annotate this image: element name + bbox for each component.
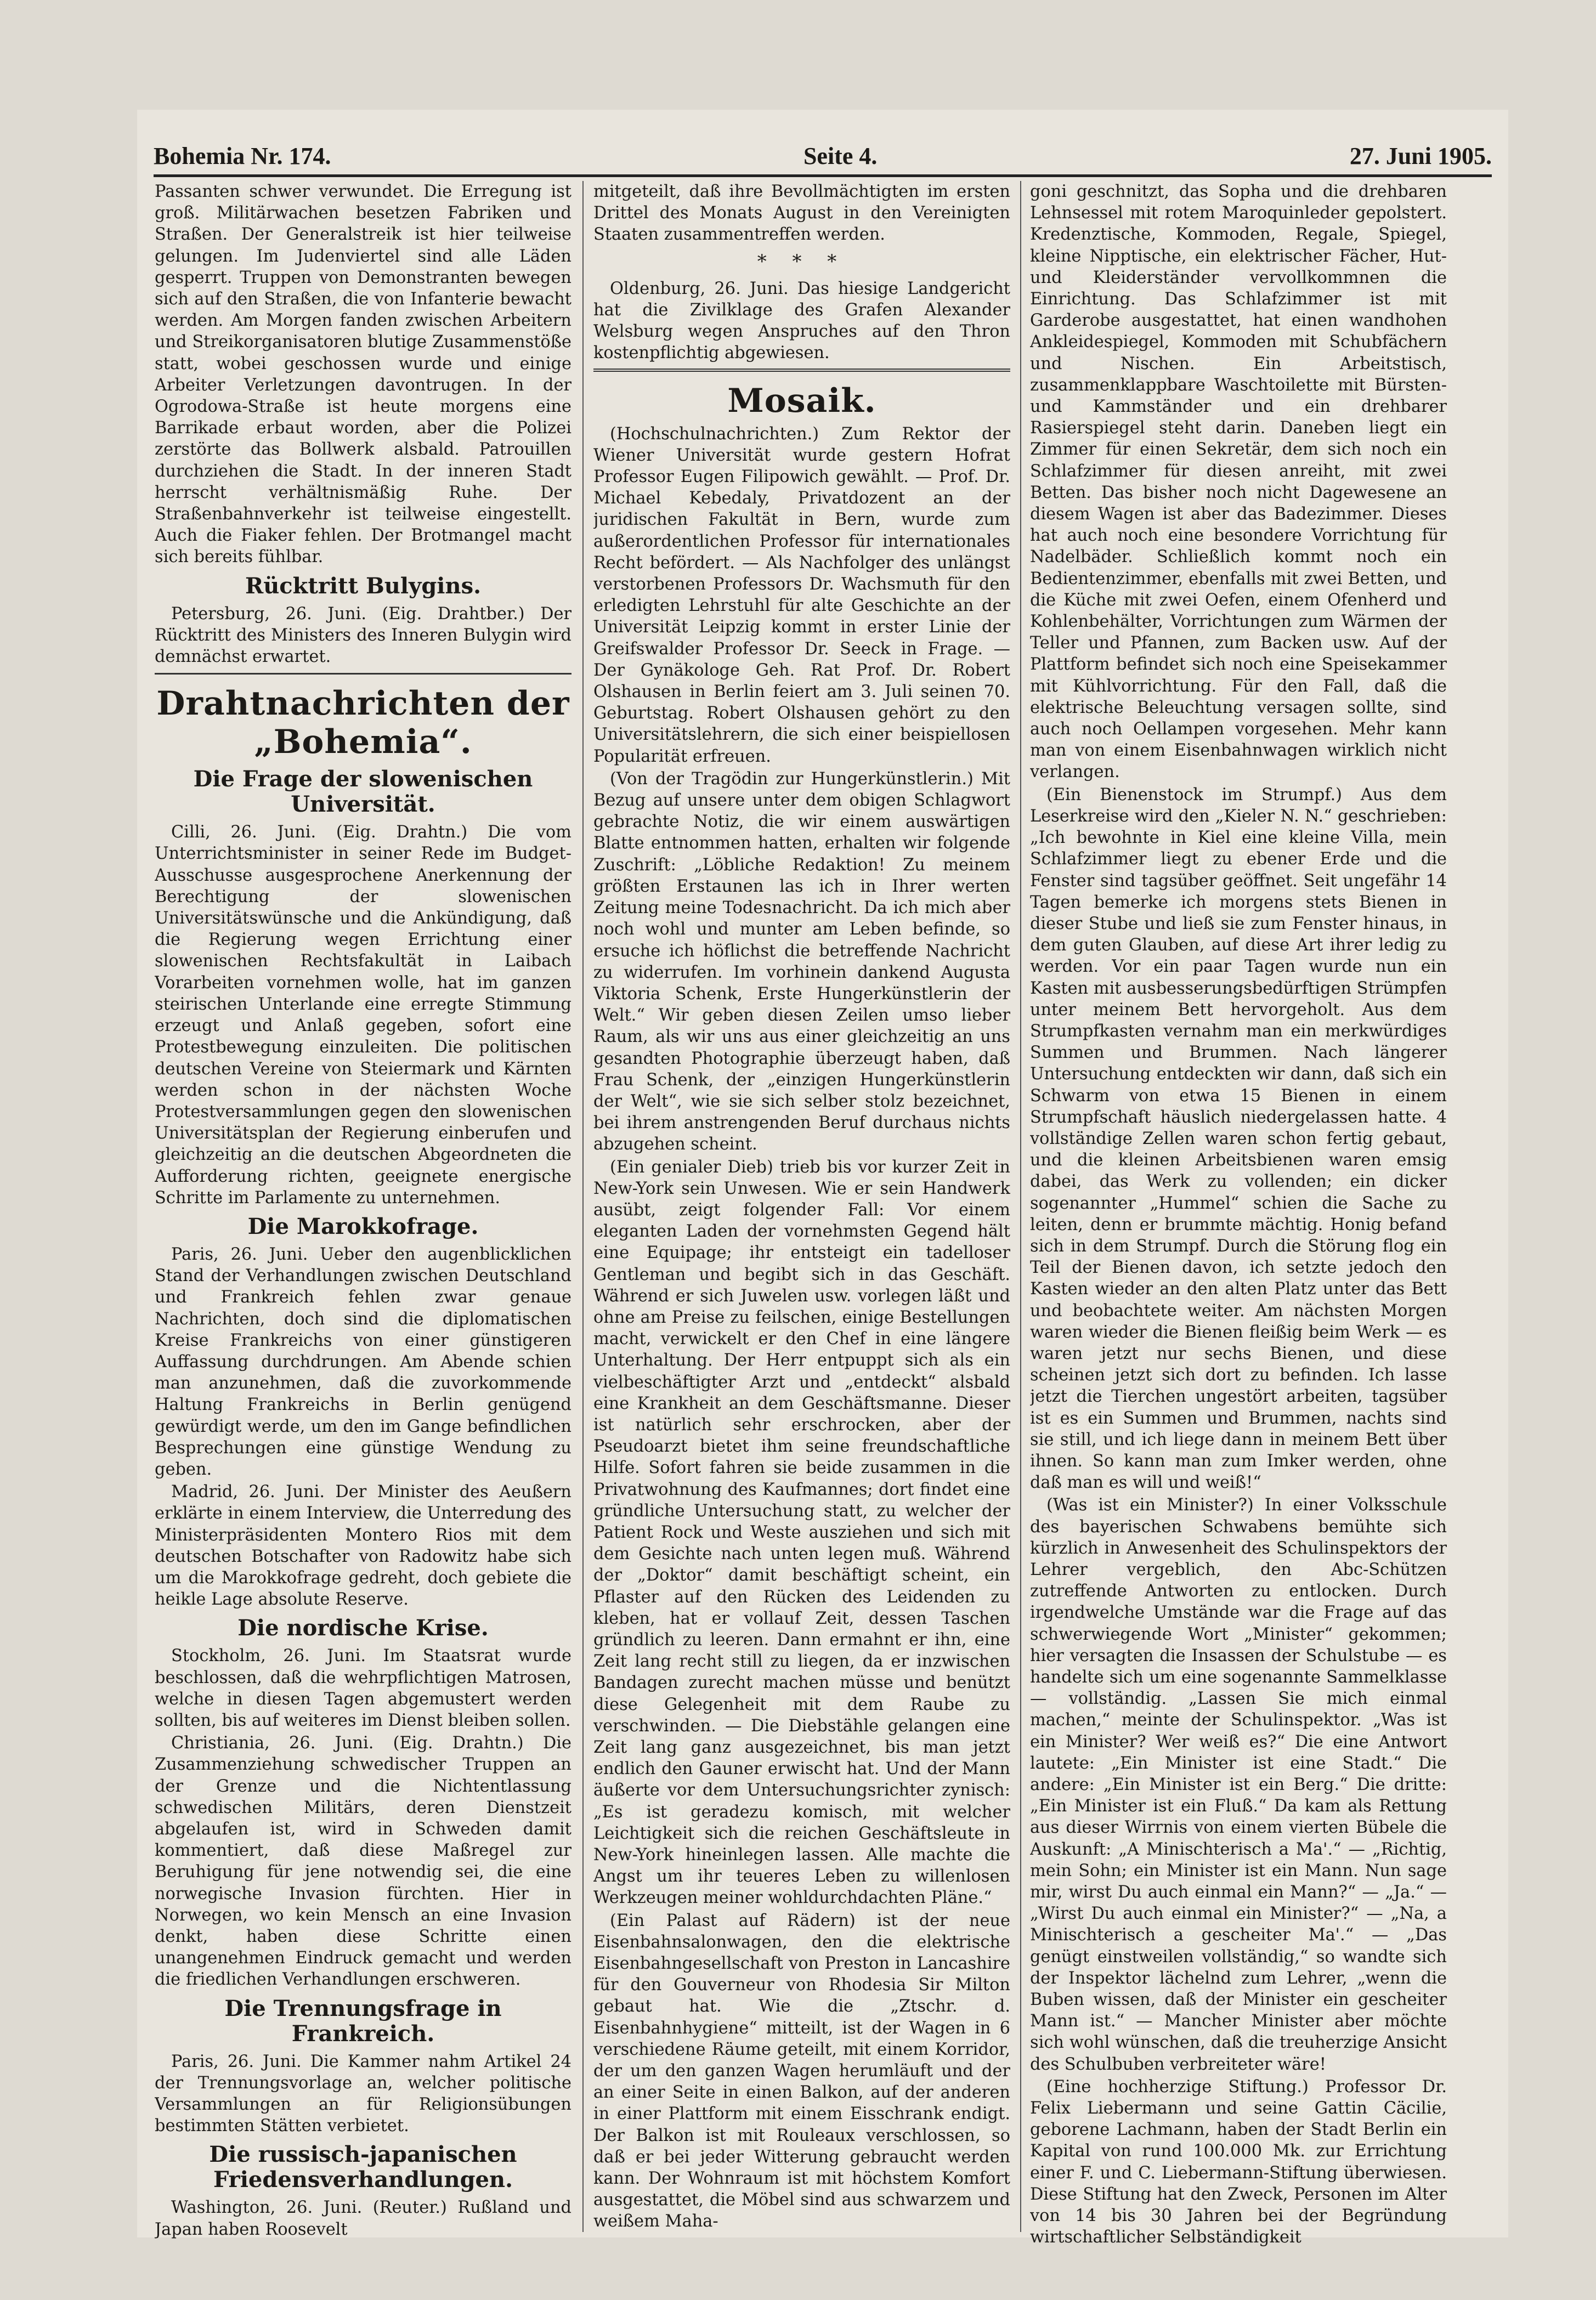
column-1 [155, 181, 571, 2241]
header-issue: Bohemia Nr. 174. [154, 143, 331, 169]
article-paragraph: Washington, 26. Juni. (Reuter.) Rußland und Japan haben Roosevelt [155, 2198, 571, 2239]
section-heading: Die russisch-japanischen Friedensverhandlungen. [209, 2142, 517, 2193]
header-date: 27. Juni 1905. [1349, 143, 1492, 169]
article-paragraph: (Ein Bienenstock im Strumpf.) Aus dem Leserkreise wird den „Kieler N. N.“ geschrieben: „Ich bewohnte in Kiel eine kleine Villa, mein Schlafzimmer liegt zu ebener Erde und die Fenster sind tagsüber geöffnet. Seit ungefähr 14 Tagen bemerke ich morgens stets Bienen in dieser Stube und ließ sie zum Fenster hinaus, in dem guten Glauben, auf diese Art ihrer ledig zu werden. Vor ein paar Tagen wurde nun ein Kasten mit ausbesserungsbedürftigen Strümpfen unter meinem Bett hervorgeholt. Aus dem Strumpfkasten vernahm man ein merkwürdiges Summen und Brummen. Nach längerer Untersuchung entdeckten wir dann, daß sich ein Schwarm von etwa 15 Bienen in einem Strumpfschaft häuslich niedergelassen hatte. 4 vollständige Zellen waren schon fertig gebaut, und die kleinen Arbeitsbienen waren emsig dabei, das Werk zu vollenden; ein dicker sogenannter „Hummel“ schien die Sache zu leiten, denn er brummte mächtig. Honig befand sich in dem Strumpf. Durch die Störung flog ein Teil der Bienen davon, ich setzte jedoch den Kasten wieder an den alten Platz unter das Bett und beobachtete weiter. Am nächsten Morgen waren wieder die Bienen fleißig beim Werk — es waren jetzt nur sechs Bienen, und diese scheinen jetzt sich dort zu befinden. Ich lasse jetzt die Tierchen ungestört arbeiten, tagsüber ist es ein Summen und Brummen, nachts sind sie still, und ich liege dann in meinem Bett über ihnen. So kann man zum Imker werden, ohne daß man es will und weiß!“ [1030, 785, 1447, 1493]
article-paragraph: (Eine hochherzige Stiftung.) Professor Dr. Felix Liebermann und seine Gattin Cäcilie, geborene Lachmann, haben der Stadt Berlin ein Kapital von rund 100.000 Mk. zur Errichtung einer F. und C. Liebermann-Stiftung überwiesen. Diese Stiftung hat den Zweck, Personen im Alter von 14 bis 30 Jahren bei der Begründung wirtschaftlicher Selbständigkeit [1030, 2077, 1447, 2247]
article-paragraph: (Hochschulnachrichten.) Zum Rektor der Wiener Universität wurde gestern Hofrat Professor Eugen Filipowich gewählt. — Prof. Dr. Michael Kebedaly, Privatdozent an der juridischen Fakultät in Bern, wurde zum außerordentlichen Professor für internationales Recht befördert. — Als Nachfolger des unlängst verstorbenen Professors Dr. Wachsmuth für den erledigten Lehrstuhl für alte Geschichte an der Universität Leipzig kommt in erster Linie der Greifswalder Professor Dr. Seeck in Frage. — Der Gynäkologe Geh. Rat Prof. Dr. Robert Olshausen in Berlin feiert am 3. Juli seinen 70. Geburtstag. Robert Olshausen gehört zu den Universitätslehrern, die sich einer beispiellosen Popularität erfreuen. [593, 424, 1010, 766]
section-heading: Die Frage der slowenischen Universität. [193, 766, 533, 818]
article-paragraph: (Was ist ein Minister?) In einer Volksschule des bayerischen Schwabens bemühte sich kürzlich in Anwesenheit des Schulinspektors der Lehrer vergeblich, den Abc-Schützen zutreffende Antworten zu entlocken. Durch irgendwelche Umstände war die Frage auf das schwerwiegende Wort „Minister“ gekommen; hier versagten die Insassen der Schulstube — es handelte sich um eine sogenannte Sammelklasse — vollständig. „Lassen Sie mich einmal machen,“ meinte der Schulinspektor. „Was ist ein Minister? Wer weiß es?“ Die eine Antwort lautete: „Ein Minister ist eine Stadt.“ Die andere: „Ein Minister ist ein Berg.“ Die dritte: „Ein Minister ist ein Fluß.“ Da kam als Rettung aus dieser Wirrnis von einem vierten Bübele die Auskunft: „A Minischterisch a Ma'.“ — „Richtig, mein Sohn; ein Minister ist ein Mann. Nun sage mir, wirst Du auch einmal ein Mann?“ — „Ja.“ — „Wirst Du auch einmal ein Minister?“ — „Na, a Minischterisch a gescheiter Ma'.“ — „Das genügt einstweilen vollständig,“ so wandte sich der Inspektor lächelnd zum Lehrer, „wenn die Buben wissen, daß der Minister ein gescheiter Mann ist.“ — Mancher Minister aber möchte sich wohl wünschen, daß die treuherzige Ansicht des Schulbuben verbreiteter wäre! [1030, 1495, 1447, 2074]
section-heading: Die Marokkofrage. [247, 1213, 479, 1239]
article-paragraph: mitgeteilt, daß ihre Bevollmächtigten im ersten Drittel des Monats August in den Vereinigten Staaten zusammentreffen werden. [593, 182, 1010, 245]
newspaper-page [137, 110, 1508, 2247]
article-paragraph: Madrid, 26. Juni. Der Minister des Aeußern erklärte in einem Interview, die Unterredung des Ministerpräsidenten Montero Rios mit dem deutschen Botschafter von Radowitz habe sich um die Marokkofrage gedreht, doch gebiete die heikle Lage absolute Reserve. [155, 1482, 571, 1610]
article-paragraph: Stockholm, 26. Juni. Im Staatsrat wurde beschlossen, daß die wehrpflichtigen Matrosen, welche in diesen Tagen abgemustert werden sollten, bis auf weiteres im Dienst bleiben sollen. [155, 1646, 571, 1730]
separator-stars: * * * [757, 250, 847, 273]
article-paragraph: Paris, 26. Juni. Die Kammer nahm Artikel 24 der Trennungsvorlage an, welcher politische Versammlungen an für Religionsübungen bestimmten Stätten verbietet. [155, 2052, 571, 2136]
article-paragraph: Cilli, 26. Juni. (Eig. Drahtn.) Die vom Unterrichtsminister in seiner Rede im Budget-Ausschusse ausgesprochene Anerkennung der Berechtigung der slowenischen Universitätswünsche und die Ankündigung, daß die Regierung wegen Errichtung einer slowenischen Rechtsfakultät in Laibach Vorarbeiten vornehmen wolle, hat im ganzen steirischen Unterlande eine erregte Stimmung erzeugt und Anlaß gegeben, sofort eine Protestbewegung einzuleiten. Die politischen deutschen Vereine von Steiermark und Kärnten werden schon in der nächsten Woche Protestversammlungen gegen den slowenischen Universitätsplan der Regierung einberufen und gleichzeitig an die deutschen Abgeordneten die Aufforderung richten, geeignete energische Schritte im Parlamente zu unternehmen. [155, 823, 571, 1208]
section-rule [593, 369, 1010, 372]
article-paragraph: Oldenburg, 26. Juni. Das hiesige Landgericht hat die Zivilklage des Grafen Alexander Welsburg wegen Anspruches auf den Thron kostenpflichtig abgewiesen. [593, 279, 1010, 363]
section-heading: Die nordische Krise. [237, 1615, 489, 1641]
section-heading: Die Trennungsfrage in Frankreich. [224, 1995, 502, 2047]
article-paragraph: (Ein genialer Dieb) trieb bis vor kurzer Zeit in New-York sein Unwesen. Wie er sein Handwerk ausübt, zeigt folgender Fall: Vor einem eleganten Laden der vornehmsten Gegend hält eine Equipage; ihr entsteigt ein tadelloser Gentleman und begibt sich in das Geschäft. Während er sich Juwelen usw. vorlegen läßt und ohne am Preise zu feilschen, einige Bestellungen macht, verwickelt er den Chef in eine längere Unterhaltung. Der Herr entpuppt sich als ein vielbeschäftigter Arzt und „entdeckt“ alsbald eine Krankheit an dem Geschäftsmanne. Dieser ist natürlich sehr erschrocken, aber der Pseudoarzt bietet ihm seine freundschaftliche Hilfe. Sofort fahren sie beide zusammen in die Privatwohnung des Kaufmannes; dort findet eine gründliche Untersuchung statt, zu welcher der Patient Rock und Weste ausziehen und sich mit dem Gesichte nach unten legen muß. Während der „Doktor“ damit beschäftigt scheint, ein Pflaster auf den Rücken des Leidenden zu kleben, hat er vollauf Zeit, dessen Taschen gründlich zu leeren. Dann ermahnt er ihn, eine Zeit lang recht still zu liegen, da er inzwischen Bandagen zurecht machen müsse und benützt diese Gelegenheit mit dem Raube zu verschwinden. — Die Diebstähle gelangen eine Zeit lang ganz ausgezeichnet, bis man jetzt endlich den Gauner erwischt hat. Und der Mann äußerte vor dem Untersuchungsrichter zynisch: „Es ist geradezu komisch, mit welcher Leichtigkeit sich die reichen Geschäftsleute in New-York hineinlegen lassen. Alle machte die Angst um ihr teueres Leben zu willenlosen Werkzeugen meiner wohldurchdachten Pläne.“ [593, 1157, 1010, 1908]
section-rule [155, 673, 571, 675]
column-2 [593, 181, 1010, 2234]
column-3 [1030, 181, 1447, 2250]
article-paragraph: Petersburg, 26. Juni. (Eig. Drahtber.) Der Rücktritt des Ministers des Inneren Bulygin wird demnächst erwartet. [155, 604, 571, 667]
section-heading: Rücktritt Bulygins. [245, 573, 482, 599]
article-paragraph: (Ein Palast auf Rädern) ist der neue Eisenbahnsalonwagen, den die elektrische Eisenbahngesellschaft von Preston in Lancashire für den Gouverneur von Rhodesia Sir Milton gebaut hat. Wie die „Ztschr. d. Eisenbahnhygiene“ mitteilt, ist der Wagen in 6 verschiedene Räume geteilt, mit einem Korridor, der um den ganzen Wagen herumläuft und der an einer Seite in einen Balkon, auf der anderen in einer Plattform mit einem Eisschrank endigt. Der Balkon ist mit Rouleaux verschlossen, so daß er bei jeder Witterung gebraucht werden kann. Der Wohnraum ist mit höchstem Komfort ausgestattet, die Möbel sind aus schwarzem und weißem Maha- [593, 1911, 1010, 2231]
article-paragraph: Paris, 26. Juni. Ueber den augenblicklichen Stand der Verhandlungen zwischen Deutschland und Frankreich fehlen zwar genaue Nachrichten, doch sind die diplomatischen Kreise Frankreichs von einer günstigeren Auffassung durchdrungen. Am Abende schien man anzunehmen, daß die zuvorkommende Haltung Frankreichs in Berlin genügend gewürdigt werde, um den im Gange befindlichen Besprechungen eine günstige Wendung zu geben. [155, 1244, 571, 1479]
article-paragraph: (Von der Tragödin zur Hungerkünstlerin.) Mit Bezug auf unsere unter dem obigen Schlagwort gebrachte Notiz, die wir einem auswärtigen Blatte entnommen hatten, erhalten wir folgende Zuschrift: „Löbliche Redaktion! Zu meinem größten Erstaunen las ich in Ihrer werten Zeitung meine Todesnachricht. Da ich mich aber noch wohl und munter am Leben befinde, so ersuche ich höflichst die betreffende Nachricht zu widerrufen. Im vorhinein dankend Augusta Viktoria Schenk, Erste Hungerkünstlerin der Welt.“ Wir geben diesen Zeilen umso lieber Raum, als wir uns aus einer gleichzeitig an uns gesandten Photographie überzeugt haben, daß Frau Schenk, der „einzigen Hungerkünstlerin der Welt“, wie sie sich selber stolz bezeichnet, bei ihrem anstrengenden Beruf durchaus nichts abzugehen scheint. [593, 769, 1010, 1154]
page-header [154, 126, 1492, 170]
column-divider [582, 181, 584, 2232]
article-paragraph: goni geschnitzt, das Sopha und die drehbaren Lehnsessel mit rotem Maroquinleder gepolstert. Kredenztische, Kommoden, Regale, Spiegel, kleine Nipptische, ein elektrischer Fächer, Hut- und Kleiderständer vervollkommnen die Einrichtung. Das Schlafzimmer ist mit Garderobe ausgestattet, hat einen wandhohen Ankleidespiegel, Kommoden mit Schubfächern und Nischen. Ein Arbeitstisch, zusammenklappbare Waschtoilette mit Bürsten- und Kammständer und ein drehbarer Rasierspiegel steht darin. Daneben liegt ein Zimmer für einen Sekretär, dem sich noch ein Schlafzimmer für diesen anreiht, mit zwei Betten. Das bisher noch nicht Dagewesene an diesem Wagen ist aber das Badezimmer. Dieses hat auch noch eine besondere Vorrichtung für Nadelbäder. Schließlich kommt noch ein Bedientenzimmer, ebenfalls mit zwei Betten, und die Küche mit zwei Oefen, einem Ofenherd und Kohlenbehälter, Vorrichtungen zum Wärmen der Teller und Pfannen, zum Backen usw. Auf der Plattform befindet sich noch eine Speisekammer mit Kühlvorrichtung. Für den Fall, daß die elektrische Beleuchtung versagen sollte, sind auch noch Oellampen vorgesehen. Mehr kann man von einem Eisenbahnwagen wirklich nicht verlangen. [1030, 182, 1447, 782]
header-rule [154, 174, 1492, 177]
header-page-number: Seite 4. [803, 143, 878, 169]
article-paragraph: Christiania, 26. Juni. (Eig. Drahtn.) Die Zusammenziehung schwedischer Truppen an der Grenze und die Nichtentlassung schwedischen Militärs, deren Dienstzeit abgelaufen ist, wird in Schweden damit kommentiert, daß diese Maßregel zur Beruhigung für jene notwendig sei, die eine norwegische Invasion fürchten. Hier in Norwegen, wo kein Mensch an eine Invasion denkt, haben diese Schritte einen unangenehmen Eindruck gemacht und werden die friedlichen Verhandlungen erschweren. [155, 1734, 571, 1990]
column-divider [1020, 181, 1021, 2232]
article-paragraph: Passanten schwer verwundet. Die Erregung ist groß. Militärwachen besetzen Fabriken und Straßen. Der Generalstreik ist hier teilweise gelungen. Im Judenviertel sind alle Läden gesperrt. Truppen von Demonstranten bewegen sich auf den Straßen, die von Infanterie bewacht werden. Am Morgen fanden zwischen Arbeitern und Streikorganisatoren blutige Zusammenstöße statt, wobei geschossen wurde und einige Arbeiter Verletzungen davontrugen. In der Ogrodowa-Straße ist heute morgens eine Barrikade erbaut worden, aber die Polizei zerstörte das Bollwerk alsbald. Patrouillen durchziehen die Stadt. In der inneren Stadt herrscht verhältnismäßig Ruhe. Der Straßenbahnverkehr ist teilweise eingestellt. Auch die Fiaker fehlen. Der Brotmangel macht sich bereits fühlbar. [155, 182, 571, 567]
department-heading: Mosaik. [727, 381, 876, 420]
department-heading: Drahtnachrichten der „Bohemia“. [156, 684, 570, 762]
